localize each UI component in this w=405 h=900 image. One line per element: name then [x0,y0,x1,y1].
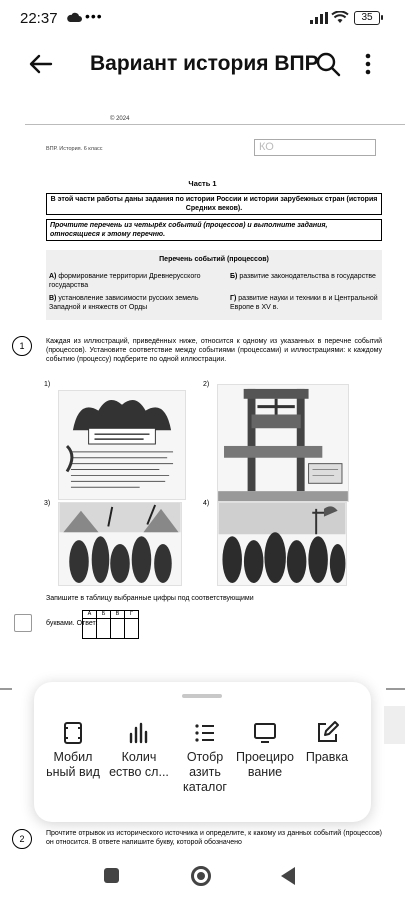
back-button[interactable] [26,50,56,78]
events-list-title: Перечень событий (процессов) [159,256,269,263]
answer-cell[interactable] [97,619,111,639]
action-label: Проециро вание [236,750,294,779]
cloud-icon [66,11,82,23]
system-nav-bar [0,852,405,900]
catalog-icon [192,720,218,746]
illustration-label: 1) [44,381,51,388]
catalog-button[interactable] [172,720,238,795]
projection-icon [252,720,278,746]
actions-bottom-sheet [34,682,371,822]
answer-cell[interactable] [125,619,139,639]
action-label: Правка [305,750,349,764]
illustration-label: 3) [44,500,51,507]
mobile-view-icon [60,720,86,746]
answer-table [82,610,139,639]
page-edge-marker [386,688,405,690]
battery-icon: 35 [354,11,380,25]
illustration-label: 4) [203,500,210,507]
signal-icon [310,12,328,24]
edit-icon [314,720,340,746]
question-2-text: Прочтите отрывок из исторического источника и определите, к какому из данных событий (процессов) он относится. В ответе напишите букву, которой обозначено [46,830,382,846]
table-header: Б [97,611,111,619]
more-vertical-icon[interactable] [358,50,378,78]
sheet-drag-handle[interactable] [182,694,222,698]
search-icon[interactable] [314,50,342,78]
list-item: В) установление зависимости русских земель Западной и княжеств от Орды [49,295,199,311]
list-item: Б) развитие законодательства в государстве [230,273,376,280]
side-scroll-tab[interactable] [384,706,405,744]
answer-cell[interactable] [111,619,125,639]
instruction-box-1: В этой части работы даны задания по истории России и истории зарубежных стран (история Средних веков). [46,193,382,215]
status-bar [0,0,405,40]
page-divider [25,124,405,125]
part-title: Часть 1 [188,179,217,188]
illustration-2-printing-press [217,384,349,502]
status-time: 22:37 [20,10,58,27]
question-1-number: 1 [12,336,32,356]
system-back-button[interactable] [281,867,295,885]
answer-label: буквами. Ответ: [46,620,98,627]
action-label: Колич ество сл... [109,750,169,779]
notification-dots: ••• [85,8,103,24]
table-header: Г [125,611,139,619]
illustration-1-manuscript [58,390,186,500]
mobile-view-button[interactable] [40,720,106,780]
app-bar [0,40,405,88]
list-item: Г) развитие науки и техники в и Центральной Европе в XV в. [230,295,378,311]
events-list [46,250,382,320]
table-header: В [111,611,125,619]
illustration-4-crowd-scene [217,502,347,586]
edit-button[interactable] [294,720,360,765]
code-field: КО [254,139,376,156]
projection-button[interactable] [230,720,300,780]
home-button[interactable] [191,866,211,886]
page-title: Вариант история ВПР [90,52,319,75]
illustration-3-horde-scene [58,502,182,586]
question-2-number: 2 [12,829,32,849]
answer-cell[interactable] [83,619,97,639]
action-label: Мобил ьный вид [46,750,100,779]
table-header: А [83,611,97,619]
action-label: Отобр азить каталог [183,750,227,794]
list-item: А) формирование территории Древнерусского государства [49,273,201,289]
arrow-left-icon [29,54,53,74]
answer-checkbox[interactable] [14,614,32,632]
doc-header: ВПР. История. 6 класс [46,146,103,152]
write-instruction: Запишите в таблицу выбранные цифры под соответствующими [46,595,254,602]
word-count-icon [126,720,152,746]
word-count-button[interactable] [106,720,172,780]
question-1-text: Каждая из иллюстраций, приведённых ниже, относится к одному из указанных в перечне событий (процессов). Установите соответствие между событиями (процессами) и иллюстрациями: к каждому событию (процессу) подберите по одной иллюстрации. [46,338,382,363]
copyright: © 2024 [110,116,130,122]
page-edge-marker [0,688,12,690]
illustration-label: 2) [203,381,210,388]
wifi-icon [331,11,349,24]
instruction-box-2: Прочтите перечень из четырёх событий (процессов) и выполните задания, относящиеся к этому перечню. [46,219,382,241]
recents-button[interactable] [104,868,119,883]
